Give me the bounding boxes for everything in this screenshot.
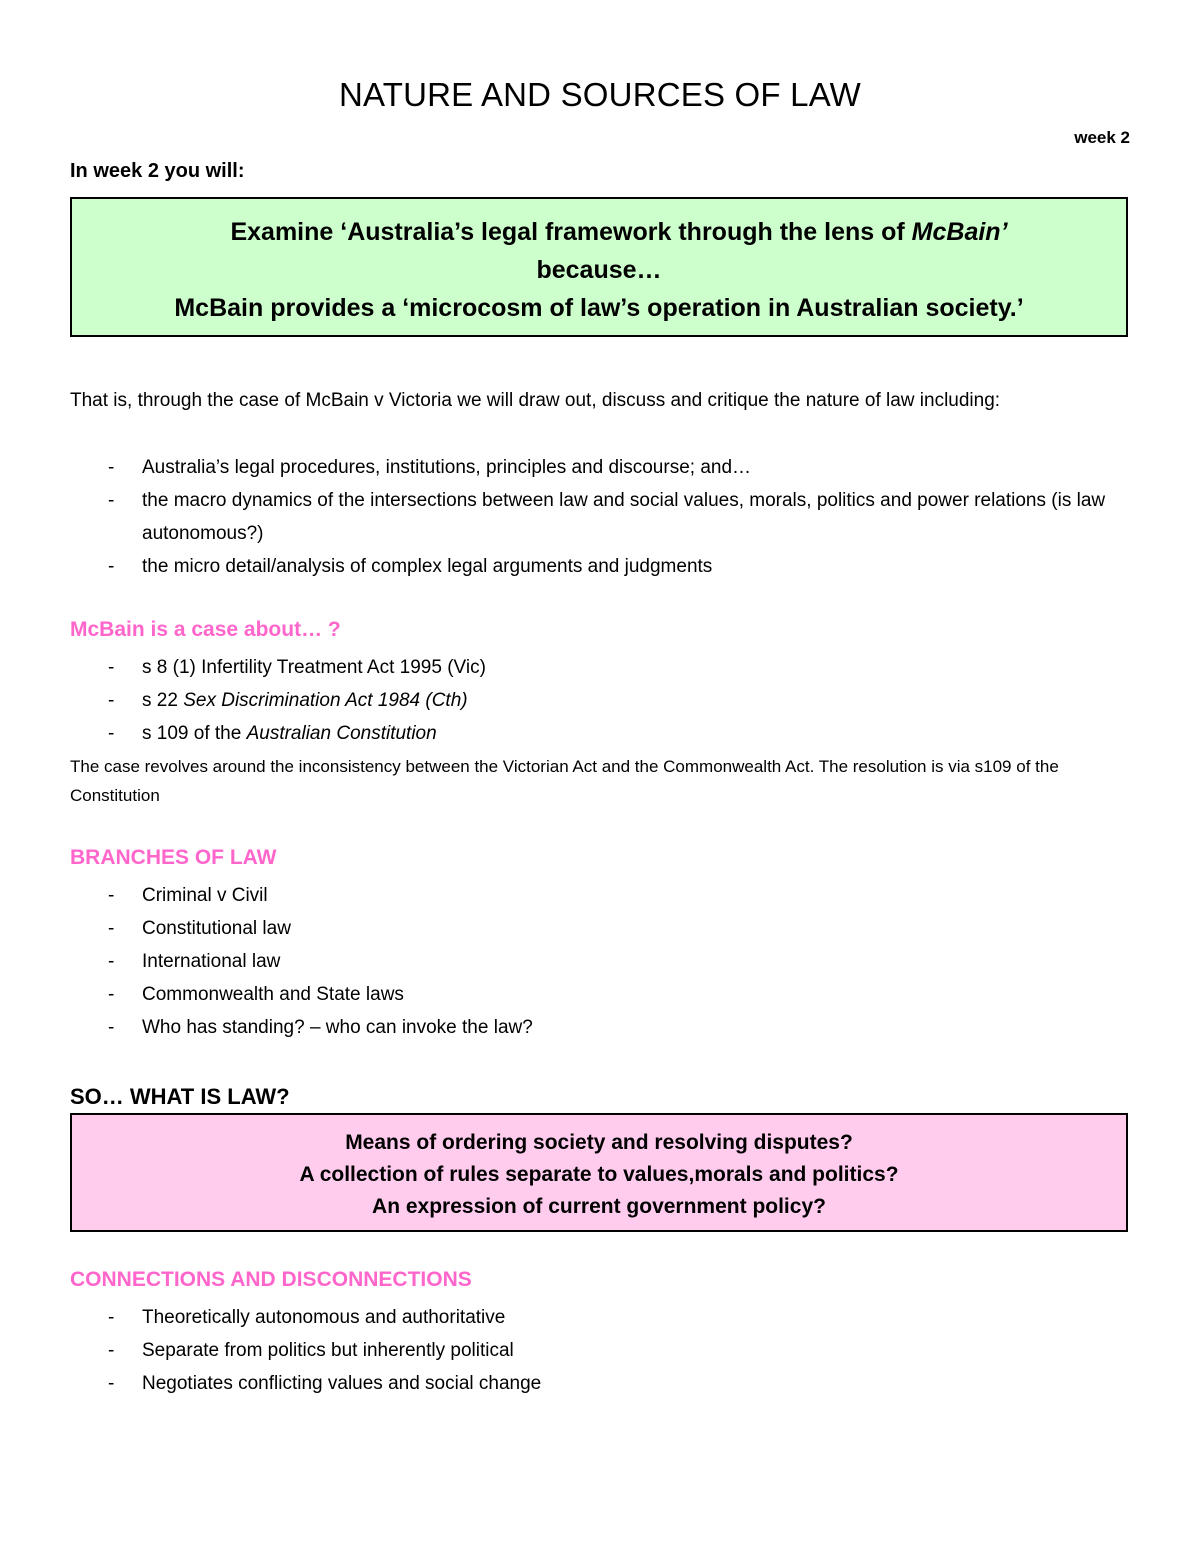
objective-line-1-text: Examine ‘Australia’s legal framework through the lens of [230, 218, 912, 246]
list-item-text: Criminal v Civil [142, 885, 268, 906]
list-item [70, 912, 1130, 945]
list-item [70, 484, 1130, 550]
list-item [70, 1334, 1130, 1367]
list-item [70, 1301, 1130, 1334]
document-title: NATURE AND SOURCES OF LAW [338, 76, 862, 113]
mcbain-heading: McBain is a case about… ? [70, 618, 341, 641]
list-marker: - [108, 457, 115, 478]
list-marker: - [108, 1340, 115, 1361]
objective-box [70, 197, 1128, 337]
mcbain-list [70, 651, 1130, 750]
list-marker: - [108, 690, 115, 711]
list-item [70, 945, 1130, 978]
list-item-text: Separate from politics but inherently political [142, 1340, 514, 1361]
intro-heading: In week 2 you will: [70, 160, 245, 182]
what-is-law-line-2: A collection of rules separate to values,morals and politics? [299, 1163, 899, 1186]
list-marker: - [108, 657, 115, 678]
list-marker: - [108, 1307, 115, 1328]
list-item [70, 717, 1130, 750]
connections-list [70, 1301, 1130, 1400]
list-marker: - [108, 984, 115, 1005]
list-item-text: the macro dynamics of the intersections between law and social values, morals, politics and power relations (is law autonomous?) [142, 490, 1106, 544]
branches-list [70, 879, 1130, 1044]
list-item-text: International law [142, 951, 281, 972]
list-item-text: s 109 of the [142, 723, 247, 744]
list-marker: - [108, 556, 115, 577]
objective-line-3: McBain provides a ‘microcosm of law’s operation in Australian society.’ [174, 294, 1024, 322]
intro-list [70, 451, 1130, 583]
what-is-law-line-3: An expression of current government policy? [372, 1195, 826, 1218]
mcbain-note: The case revolves around the inconsistency between the Victorian Act and the Commonwealth Act. The resolution is via s109 of the Constitution [70, 757, 1059, 805]
list-item-text: Constitutional law [142, 918, 291, 939]
list-marker: - [108, 951, 115, 972]
list-marker: - [108, 918, 115, 939]
list-item-text: s 8 (1) Infertility Treatment Act 1995 (Vic) [142, 657, 486, 678]
what-is-law-line-1: Means of ordering society and resolving disputes? [345, 1131, 853, 1154]
list-item [70, 550, 1130, 583]
list-item [70, 651, 1130, 684]
branches-heading: BRANCHES OF LAW [70, 846, 277, 869]
list-item-text: s 22 [142, 690, 184, 711]
connections-heading: CONNECTIONS AND DISCONNECTIONS [70, 1268, 472, 1291]
list-item-text: Negotiates conflicting values and social change [142, 1373, 542, 1394]
list-item-text: Theoretically autonomous and authoritative [142, 1307, 506, 1328]
objective-line-2: because… [536, 256, 662, 284]
list-item [70, 1011, 1130, 1044]
list-marker: - [108, 723, 115, 744]
week-label: week 2 [1074, 128, 1130, 147]
list-item [70, 684, 1130, 717]
what-is-law-heading: SO… WHAT IS LAW? [70, 1084, 290, 1109]
list-marker: - [108, 490, 115, 511]
list-marker: - [108, 1373, 115, 1394]
list-marker: - [108, 1017, 115, 1038]
objective-line-1-italic: McBain’ [911, 218, 1008, 246]
list-item-text: the micro detail/analysis of complex legal arguments and judgments [142, 556, 713, 577]
list-item [70, 879, 1130, 912]
list-item [70, 1367, 1130, 1400]
list-item-italic: Australian Constitution [246, 723, 437, 744]
objective-line-1 [72, 213, 1126, 251]
list-item-text: Commonwealth and State laws [142, 984, 404, 1005]
intro-paragraph: That is, through the case of McBain v Victoria we will draw out, discuss and critique the nature of law including: [70, 390, 1001, 411]
list-item-italic: Sex Discrimination Act 1984 (Cth) [183, 690, 468, 711]
list-item [70, 978, 1130, 1011]
list-item-text: Who has standing? – who can invoke the law? [142, 1017, 533, 1038]
what-is-law-box [70, 1113, 1128, 1232]
list-item [70, 451, 1130, 484]
list-item-text: Australia’s legal procedures, institutions, principles and discourse; and… [142, 457, 752, 478]
list-marker: - [108, 885, 115, 906]
